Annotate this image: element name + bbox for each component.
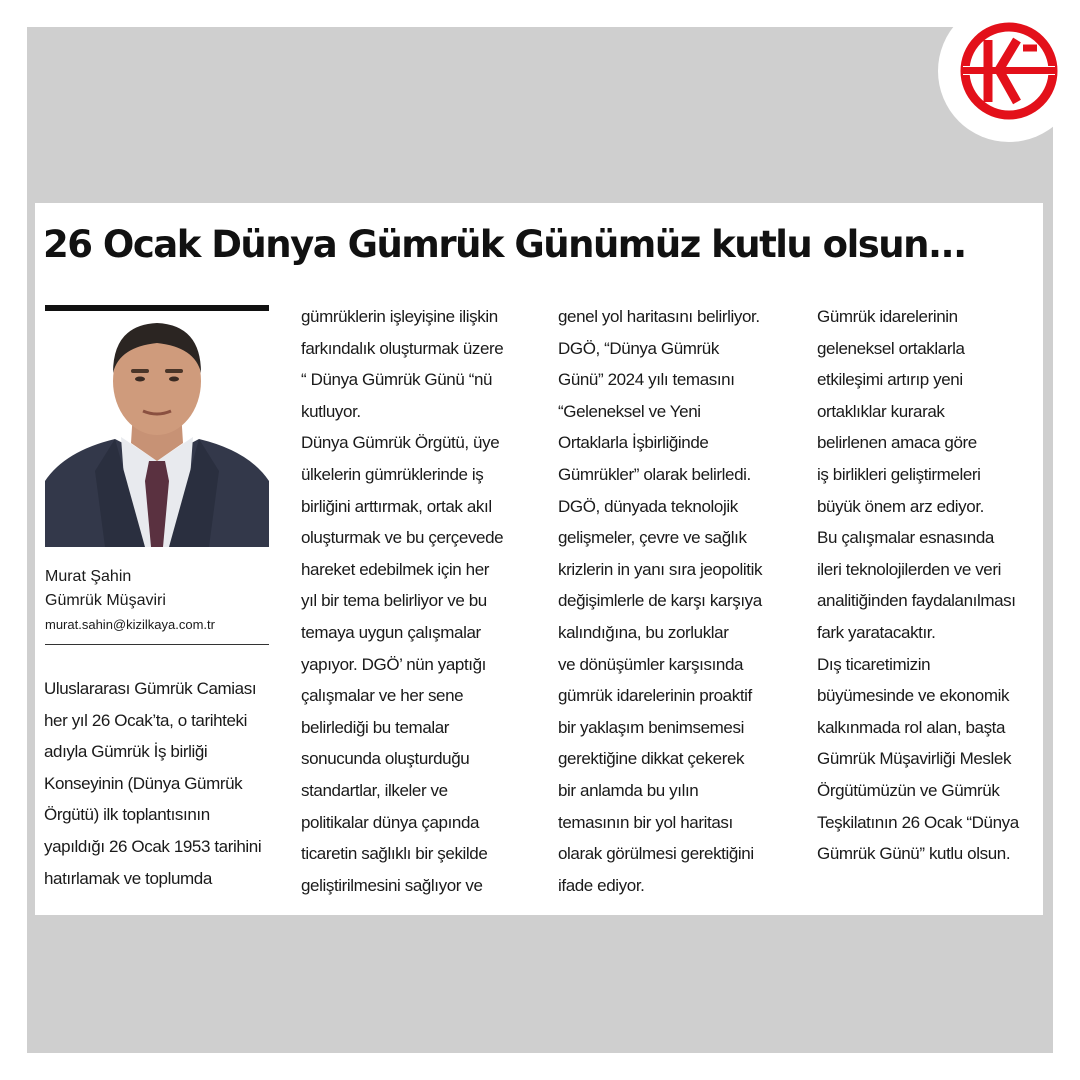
text-line: DGÖ, dünyada teknolojik: [558, 496, 738, 516]
text-line: belirlediği bu temalar: [301, 717, 450, 737]
text-line: belirlenen amaca göre: [817, 433, 977, 453]
text-line: ülkelerin gümrüklerinde iş: [301, 464, 484, 484]
text-line: bir anlamda bu yılın: [558, 780, 699, 800]
text-line: oluşturmak ve bu çerçevede: [301, 528, 504, 548]
kk-logo: [938, 0, 1080, 142]
text-line: kutluyor.: [301, 401, 361, 421]
text-line: ileri teknolojilerden ve veri: [817, 559, 1001, 579]
text-column-3: [558, 301, 790, 901]
text-line: DGÖ, “Dünya Gümrük: [558, 338, 719, 358]
text-line: Dünya Gümrük Örgütü, üye: [301, 433, 500, 453]
text-line: Örgütümüzün ve Gümrük: [817, 780, 1000, 800]
text-line: ve dönüşümler karşısında: [558, 654, 744, 674]
text-line: Ortaklarla İşbirliğinde: [558, 433, 709, 453]
text-line: analitiğinden faydalanılması: [817, 591, 1016, 611]
text-line: değişimlerle de karşı karşıya: [558, 591, 762, 611]
text-line: geleneksel ortaklarla: [817, 338, 965, 358]
text-line: Gümrük Müşavirliği Meslek: [817, 749, 1012, 769]
text-line: büyümesinde ve ekonomik: [817, 686, 1010, 706]
text-line: her yıl 26 Ocak’ta, o tarihteki: [44, 710, 248, 730]
author-photo: [45, 311, 269, 547]
text-line: farkındalık oluşturmak üzere: [301, 338, 504, 358]
text-line: gerektiğine dikkat çekerek: [558, 749, 745, 769]
text-line: kalkınmada rol alan, başta: [817, 717, 1006, 737]
text-line: “ Dünya Gümrük Günü “nü: [301, 370, 493, 390]
text-line: temaya uygun çalışmalar: [301, 622, 481, 642]
text-line: hatırlamak ve toplumda: [44, 868, 212, 888]
text-line: Uluslararası Gümrük Camiası: [44, 679, 257, 698]
headline: 26 Ocak Dünya Gümrük Günümüz kutlu olsun...: [43, 223, 966, 266]
text-line: olarak görülmesi gerektiğini: [558, 844, 754, 864]
text-column-1: [44, 673, 272, 894]
text-line: ifade ediyor.: [558, 875, 645, 895]
text-line: çalışmalar ve her sene: [301, 686, 464, 706]
author-box: [45, 305, 269, 645]
text-line: Bu çalışmalar esnasında: [817, 528, 994, 548]
text-line: yapıldığı 26 Ocak 1953 tarihini: [44, 836, 262, 856]
text-column-2: [301, 301, 531, 901]
text-line: krizlerin in yanı sıra jeopolitik: [558, 559, 763, 579]
text-line: genel yol haritasını belirliyor.: [558, 307, 760, 326]
text-line: fark yaratacaktır.: [817, 622, 936, 642]
text-line: Gümrük Günü” kutlu olsun.: [817, 844, 1011, 864]
author-name: Murat Şahin: [45, 568, 132, 585]
text-line: gümrüklerin işleyişine ilişkin: [301, 307, 498, 326]
text-line: hareket edebilmek için her: [301, 559, 490, 579]
text-line: büyük önem arz ediyor.: [817, 496, 984, 516]
text-line: politikalar dünya çapında: [301, 812, 480, 832]
text-line: geliştirilmesini sağlıyor ve: [301, 875, 483, 895]
text-line: Örgütü) ilk toplantısının: [44, 805, 210, 825]
text-line: Teşkilatının 26 Ocak “Dünya: [817, 812, 1019, 832]
text-line: ticaretin sağlıklı bir şekilde: [301, 844, 488, 864]
text-line: “Geleneksel ve Yeni: [558, 401, 701, 421]
text-line: gelişmeler, çevre ve sağlık: [558, 528, 747, 548]
text-line: Konseyinin (Dünya Gümrük: [44, 773, 243, 793]
text-line: etkileşimi artırıp yeni: [817, 370, 963, 390]
text-column-4: [817, 301, 1043, 870]
text-line: yapıyor. DGÖ’ nün yaptığı: [301, 654, 486, 674]
text-line: Günü” 2024 yılı temasını: [558, 370, 735, 390]
text-line: sonucunda oluşturduğu: [301, 749, 470, 769]
text-line: yıl bir tema belirliyor ve bu: [301, 591, 487, 611]
text-line: temasının bir yol haritası: [558, 812, 733, 832]
article-card: [35, 203, 1043, 915]
author-title: Gümrük Müşaviri: [45, 592, 166, 609]
text-line: iş birlikleri geliştirmeleri: [817, 464, 981, 484]
author-email[interactable]: murat.sahin@kizilkaya.com.tr: [45, 617, 215, 632]
text-line: Dış ticaretimizin: [817, 654, 931, 674]
text-line: kalındığına, bu zorluklar: [558, 622, 729, 642]
text-line: gümrük idarelerinin proaktif: [558, 686, 752, 706]
text-line: standartlar, ilkeler ve: [301, 780, 448, 800]
text-line: Gümrükler” olarak belirledi.: [558, 464, 751, 484]
text-line: ortaklıklar kurarak: [817, 401, 945, 421]
text-line: bir yaklaşım benimsemesi: [558, 717, 744, 737]
text-line: birliğini arttırmak, ortak akıl: [301, 496, 492, 516]
text-line: Gümrük idarelerinin: [817, 307, 958, 326]
text-line: adıyla Gümrük İş birliği: [44, 742, 208, 762]
author-bottom-rule: [45, 644, 269, 645]
